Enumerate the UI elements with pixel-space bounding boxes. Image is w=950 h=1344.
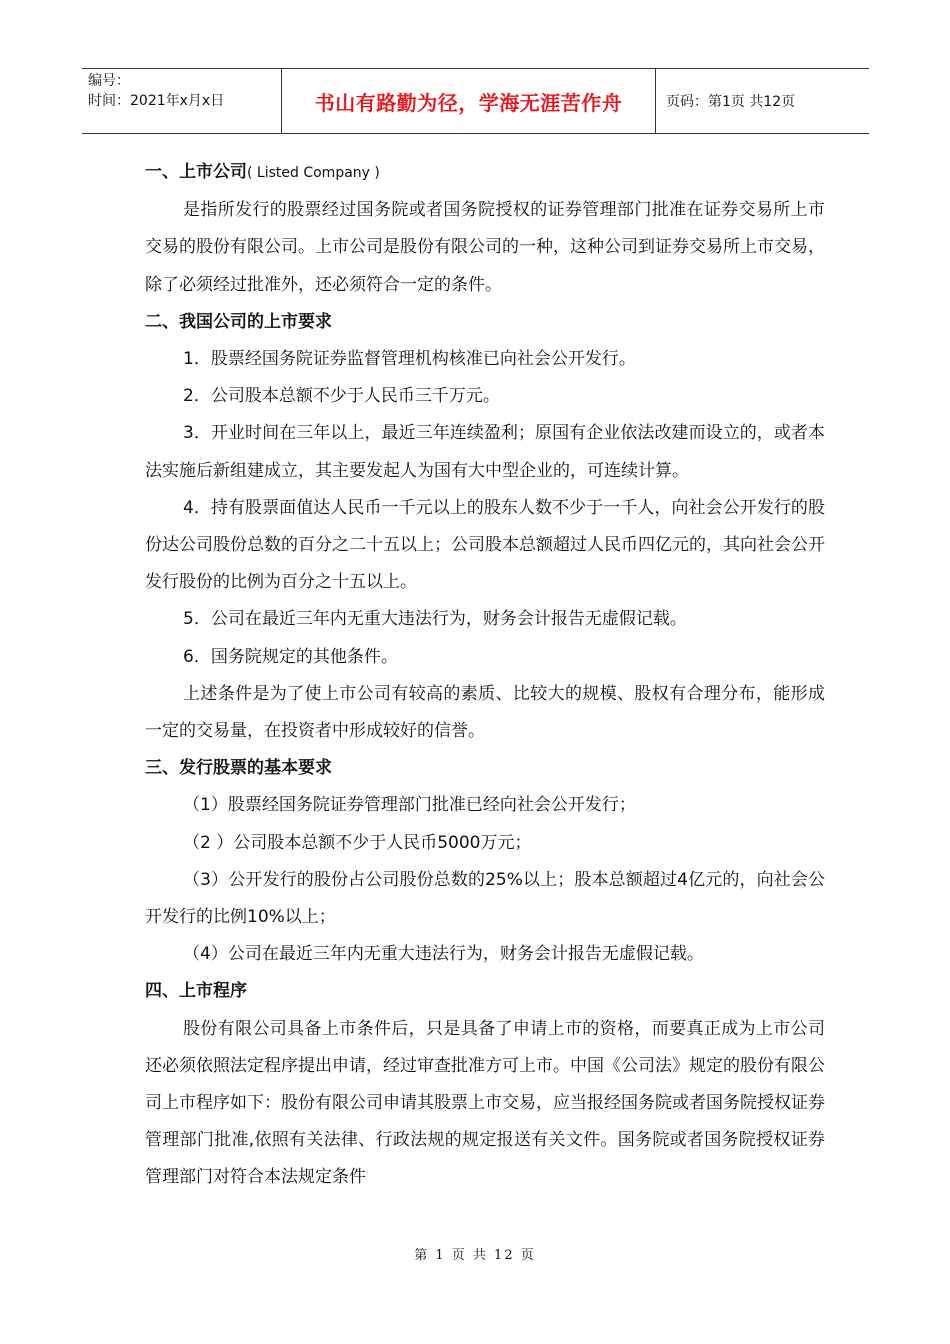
page-header — [82, 68, 869, 134]
paragraph: 股份有限公司具备上市条件后，只是具备了申请上市的资格，而要真正成为上市公司还必须依照法定程序提出申请，经过审查批准方可上市。中国《公司法》规定的股份有限公司上市程序如下：股份有限公司申请其股票上市交易，应当报经国务院或者国务院授权证券管理部门批准,依照有关法律、行政法规的规定报送有关文件。国务院或者国务院授权证券管理部门对符合本法规定条件 — [145, 1018, 825, 1188]
paragraph: 是指所发行的股票经过国务院或者国务院授权的证券管理部门批准在证券交易所上市交易的股份有限公司。上市公司是股份有限公司的一种，这种公司到证券交易所上市交易，除了必须经过批准外，还必须符合一定的条件。 — [145, 200, 825, 295]
page-footer: 第 1 页 共 12 页 — [414, 1248, 536, 1263]
list-item: 3．开业时间在三年以上，最近三年连续盈利；原国有企业依法改建而设立的，或者本法实施后新组建成立，其主要发起人为国有大中型企业的，可连续计算。 — [145, 423, 825, 481]
section-title-en: ( Listed Company ) — [247, 165, 380, 181]
list-item: 2．公司股本总额不少于人民币三千万元。 — [183, 386, 500, 407]
section-heading-issuance-requirements: 三、发行股票的基本要求 — [145, 758, 332, 779]
list-item: 5．公司在最近三年内无重大违法行为，财务会计报告无虚假记载。 — [183, 609, 687, 630]
list-item: （4）公司在最近三年内无重大违法行为，财务会计报告无虚假记载。 — [183, 944, 704, 965]
header-motto: 书山有路勤为径，学海无涯苦作舟 — [282, 69, 656, 133]
document-number: 编号： — [88, 73, 130, 89]
list-item: 6．国务院规定的其他条件。 — [183, 646, 398, 667]
document-time: 时间：2021年x月x日 — [88, 93, 225, 109]
section-heading-listing-requirements: 二、我国公司的上市要求 — [145, 311, 332, 332]
header-page-info: 页码：第1页 共12页 — [666, 94, 796, 110]
section-title: 一、上市公司 — [145, 162, 247, 182]
section-heading-listed-company — [145, 154, 825, 192]
list-item: （1）股票经国务院证券管理部门批准已经向社会公开发行； — [183, 795, 636, 816]
list-item: 1．股票经国务院证券监督管理机构核准已向社会公开发行。 — [183, 349, 636, 370]
paragraph: 上述条件是为了使上市公司有较高的素质、比较大的规模、股权有合理分布，能形成一定的交易量，在投资者中形成较好的信誉。 — [145, 683, 825, 742]
document-body — [145, 154, 825, 1197]
header-meta — [82, 69, 282, 133]
list-item: （2 ）公司股本总额不少于人民币5000万元； — [183, 832, 532, 853]
list-item: 4．持有股票面值达人民币一千元以上的股东人数不少于一千人，向社会公开发行的股份达公司股份总数的百分之二十五以上；公司股本总额超过人民币四亿元的，其向社会公开发行股份的比例为百分之十五以上。 — [145, 497, 825, 593]
section-heading-listing-procedure: 四、上市程序 — [145, 981, 247, 1002]
list-item: （3）公开发行的股份占公司股份总数的25%以上；股本总额超过4亿元的，向社会公开发行的比例10%以上； — [145, 869, 825, 928]
